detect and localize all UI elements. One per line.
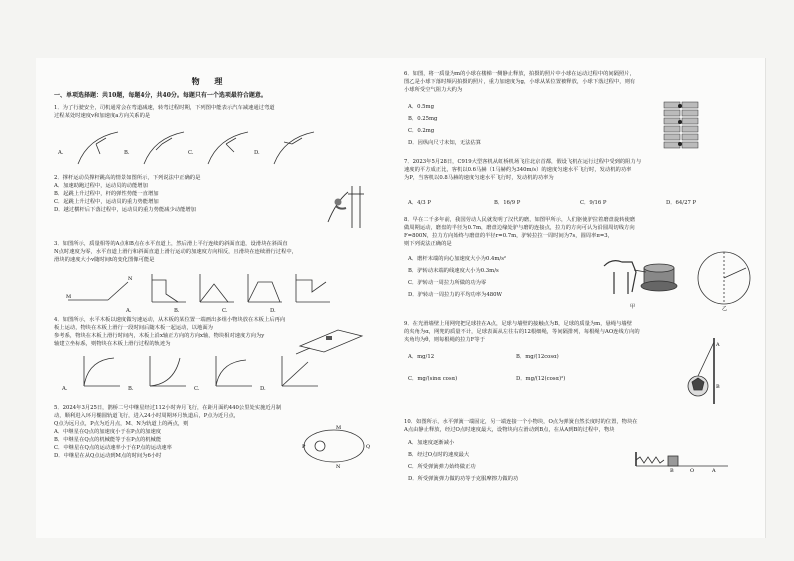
q8-millstone-figure bbox=[594, 248, 754, 310]
q6-brick-wall-figure bbox=[660, 98, 704, 152]
q9-label-a: A bbox=[716, 342, 720, 348]
question-2 bbox=[54, 174, 200, 214]
q7-option-b: B．16/9 P bbox=[494, 200, 521, 206]
q6-option-d: D．因纵向尺寸未知，无法估算 bbox=[408, 140, 482, 146]
q9-line: 夹角均为θ，则每根绳的拉力F等于 bbox=[404, 337, 486, 343]
q1-curve-c bbox=[208, 132, 248, 164]
q3-incline-and-graphs bbox=[68, 262, 368, 306]
q10-option-c: C．所受弹簧弹力始终做正功 bbox=[408, 464, 476, 470]
q4-line: 4．如图所示，水平木板以速度做匀速运动，从木板的某位置一端画出多组小物块放在木板上后再向 bbox=[54, 317, 286, 323]
q1-option-a: A. bbox=[58, 150, 64, 156]
q4-line: 轴建立坐标系，则物块在木板上滑行过程的轨迹为 bbox=[54, 341, 171, 347]
q8-option-c: C．驴转动一周拉力所做的功为零 bbox=[408, 280, 487, 286]
q1-option-c: C. bbox=[188, 150, 194, 156]
q4-line: 板上运动，物块在木板上滑行一段时间后随木板一起运动，以地面为 bbox=[54, 325, 213, 331]
pole-vault-figure bbox=[322, 182, 366, 230]
q3-label-n: N bbox=[128, 276, 133, 282]
q6-option-a: A．0.5mg bbox=[408, 104, 434, 110]
q5-line: A．中继星在Q点的加速度小于在P点的加速度 bbox=[54, 429, 162, 435]
q2-line: 2．撑杆运动员撑杆跳高的情景如图所示，下列说法中正确的是 bbox=[54, 175, 201, 181]
q7-option-c: C．9/16 P bbox=[580, 200, 607, 206]
question-5 bbox=[54, 404, 281, 460]
q6-line: 图乙是小球下落时频闪拍摄的照片，重力加速度为g，小球从某位置被释放，小球下落过程中，则有 bbox=[404, 79, 636, 85]
question-8 bbox=[404, 216, 635, 248]
q3-option-b: B. bbox=[174, 308, 180, 314]
question-10 bbox=[404, 418, 638, 434]
q7-option-a: A．4/3 P bbox=[408, 200, 431, 206]
q3-line: 滑块的速度大小v随时间t的变化图像可能是 bbox=[54, 257, 155, 263]
q4-option-b: B. bbox=[128, 386, 134, 392]
q3-label-m: M bbox=[66, 294, 72, 300]
q1-option-b: B. bbox=[124, 150, 130, 156]
q8-option-b: B．驴转动末端的线速度大小为0.3m/s bbox=[408, 268, 499, 274]
page-title: 物 理 bbox=[191, 76, 229, 86]
q6-option-b: B．0.25mg bbox=[408, 116, 438, 122]
q8-label-yi: 乙 bbox=[722, 306, 728, 312]
q5-line: 5．2024年3月25日，鹊桥二号中继星经过112小时奔月飞行，在距月面约440公里处实施近月制 bbox=[54, 405, 282, 411]
q9-line: 9．在光滑墙壁上用网兜把足球挂在A点，足球与墙壁的接触点为B，足球的质量为m，悬绳与墙壁 bbox=[404, 321, 632, 327]
q5-orbit-figure bbox=[300, 424, 370, 470]
q8-option-d: D．驴转动一周拉力的平均功率为480W bbox=[408, 292, 502, 298]
question-3 bbox=[54, 240, 297, 264]
q7-line: 为P，当客机以0.8马赫的速度匀速水平飞行时，发动机的功率为 bbox=[404, 175, 554, 181]
q5-label-m: M bbox=[336, 425, 342, 431]
q8-line: F=800N，拉力方向始终与磨盘的半径r=0.7m，驴转拉拉一周时间为7s，圆周率π=3， bbox=[404, 233, 613, 239]
section-heading: 一、单项选择题：共10题，每题4分，共40分。每题只有一个选项最符合题意。 bbox=[54, 92, 267, 99]
q6-line: 6．如图，将一质量为m的小球在楼梯一侧静止释放，拍摄的照片中小球在运动过程中的间隔照片， bbox=[404, 71, 635, 77]
q7-option-d: D．64/27 P bbox=[666, 200, 697, 206]
page-fold bbox=[765, 58, 766, 538]
q10-option-a: A．加速度逐渐减小 bbox=[408, 440, 455, 446]
q9-option-b: B．mg/(12cosα) bbox=[516, 354, 559, 360]
q5-line: Q点为远月点，P点为近月点，M、N为轨道上的两点，则 bbox=[54, 421, 189, 427]
q6-option-c: C．0.2mg bbox=[408, 128, 435, 134]
q10-option-b: B．经过O点时的速度最大 bbox=[408, 452, 470, 458]
q1-curve-d bbox=[274, 132, 314, 164]
q8-line: 则下列说法正确的是 bbox=[404, 241, 452, 247]
q9-option-c: C．mg/(sinα cosα) bbox=[408, 376, 458, 382]
q4-trajectory-graphs bbox=[74, 354, 374, 390]
q2-line: B．起跳上升过程中，杆的弹性势能一直增加 bbox=[54, 191, 159, 197]
q10-label-o: O bbox=[690, 468, 695, 474]
q3-line: N点时速度为零，水平直道上滑行和斜面直道上滑行运动的加速度方向相反，且滑块在连续滑行过程中， bbox=[54, 249, 297, 255]
q4-option-c: C. bbox=[194, 386, 200, 392]
q5-label-p: P bbox=[302, 444, 306, 450]
q10-label-b: B bbox=[670, 468, 674, 474]
q1-line: 1．为了行驶安全，司机通常会在弯道减速，转弯过程时期，下列图中能表示汽车减速通过弯道 bbox=[54, 105, 275, 111]
question-1 bbox=[54, 104, 275, 120]
q1-line: 过程某处时速度v和加速度a方向关系的是 bbox=[54, 113, 151, 119]
q5-line: C．中继星在Q点的运动速率小于在P点的运动速率 bbox=[54, 445, 172, 451]
q5-line: 动，顺利进入环月椭圆轨道飞行，进入24小时周期环月轨道后，P点为近月点， bbox=[54, 413, 240, 419]
q5-line: D．中继星在从Q点运动到M点的时间为6小时 bbox=[54, 453, 162, 459]
question-6 bbox=[404, 70, 635, 94]
q4-option-d: D. bbox=[260, 386, 266, 392]
q9-option-a: A．mg/12 bbox=[408, 354, 435, 360]
question-7 bbox=[404, 158, 641, 182]
q7-line: 速度的平方成正比，客机以0.6马赫（1马赫约为340m/s）的速度匀速水平飞行时，发动机的功率 bbox=[404, 167, 632, 173]
q4-board-figure bbox=[292, 324, 366, 358]
q9-wall-ball-figure bbox=[674, 336, 724, 406]
q1-option-d: D. bbox=[254, 150, 260, 156]
q9-option-d: D．mg/(12(cosα)²) bbox=[516, 376, 566, 382]
q3-option-a: A. bbox=[126, 308, 132, 314]
q7-line: 7．2023年5月28日，C919大型客机从虹桥机场飞往北京首都，假设飞机在运行过程中受到的阻力与 bbox=[404, 159, 642, 165]
q4-option-a: A. bbox=[62, 386, 68, 392]
exam-page bbox=[36, 58, 766, 538]
q8-line: 8．早在二千多年前，我国劳动人民就发明了汉代的磨，如图甲所示，人们驱使驴拉着磨盘旋转使磨 bbox=[404, 217, 636, 223]
q8-label-jia: 甲 bbox=[630, 304, 636, 310]
q2-line: A．加速助跑过程中，运动员的动能增加 bbox=[54, 183, 148, 189]
q10-line: A点由静止释放，经过O点时速度最大，设物块向左滑动到B点，在从A到B的过程中，物块 bbox=[404, 427, 615, 433]
q1-curve-figures bbox=[68, 128, 368, 168]
q2-line: C．起跳上升过程中，运动员的重力势能增加 bbox=[54, 199, 159, 205]
q6-line: 小球所受空气阻力大约为 bbox=[404, 87, 463, 93]
q9-label-b: B bbox=[716, 384, 720, 390]
q10-spring-figure bbox=[632, 448, 732, 472]
q10-option-d: D．所受弹簧弹力做的功等于克服摩擦力做的功 bbox=[408, 476, 519, 482]
q3-option-d: D. bbox=[270, 308, 276, 314]
q2-line: D．越过横杆后下落过程中，运动员的重力势能减少动能增加 bbox=[54, 207, 196, 213]
q5-label-n: N bbox=[336, 464, 341, 470]
q8-option-a: A．磨杆末端的向心加速度大小为0.4m/s² bbox=[408, 256, 507, 262]
q1-curve-b bbox=[144, 132, 184, 164]
question-9 bbox=[404, 320, 640, 344]
q10-line: 10．如图所示，水平弹簧一端固定，另一端连接一个小物块，O点为弹簧自然长度时的位置，物块在 bbox=[404, 419, 638, 425]
q5-line: B．中继星在Q点的机械能等于在P点的机械能 bbox=[54, 437, 162, 443]
q9-line: 的夹角为α，网兜的质量不计，足球表面从左往右的12根细绳，等间隔排列，每根绳与AO连线方向的 bbox=[404, 329, 640, 335]
q3-option-c: C. bbox=[222, 308, 228, 314]
q3-line: 3．如图所示，质量相等的A点和B点在水平直道上，然后滑上平行连续的斜面直道，设滑块在斜面直 bbox=[54, 241, 288, 247]
question-4 bbox=[54, 316, 285, 348]
q8-line: 做周期运动，磨盘的半径为0.7m，磨盘边缘处驴与磨的连接点，拉力的方向可认为沿圆周切线方向 bbox=[404, 225, 635, 231]
q4-line: 参考系，物块在木板上滑行时间内，木板上沿x轴正方向的方向x轴，物块相对速度方向为y bbox=[54, 333, 265, 339]
q10-label-a: A bbox=[712, 468, 716, 474]
q5-label-q: Q bbox=[366, 444, 371, 450]
